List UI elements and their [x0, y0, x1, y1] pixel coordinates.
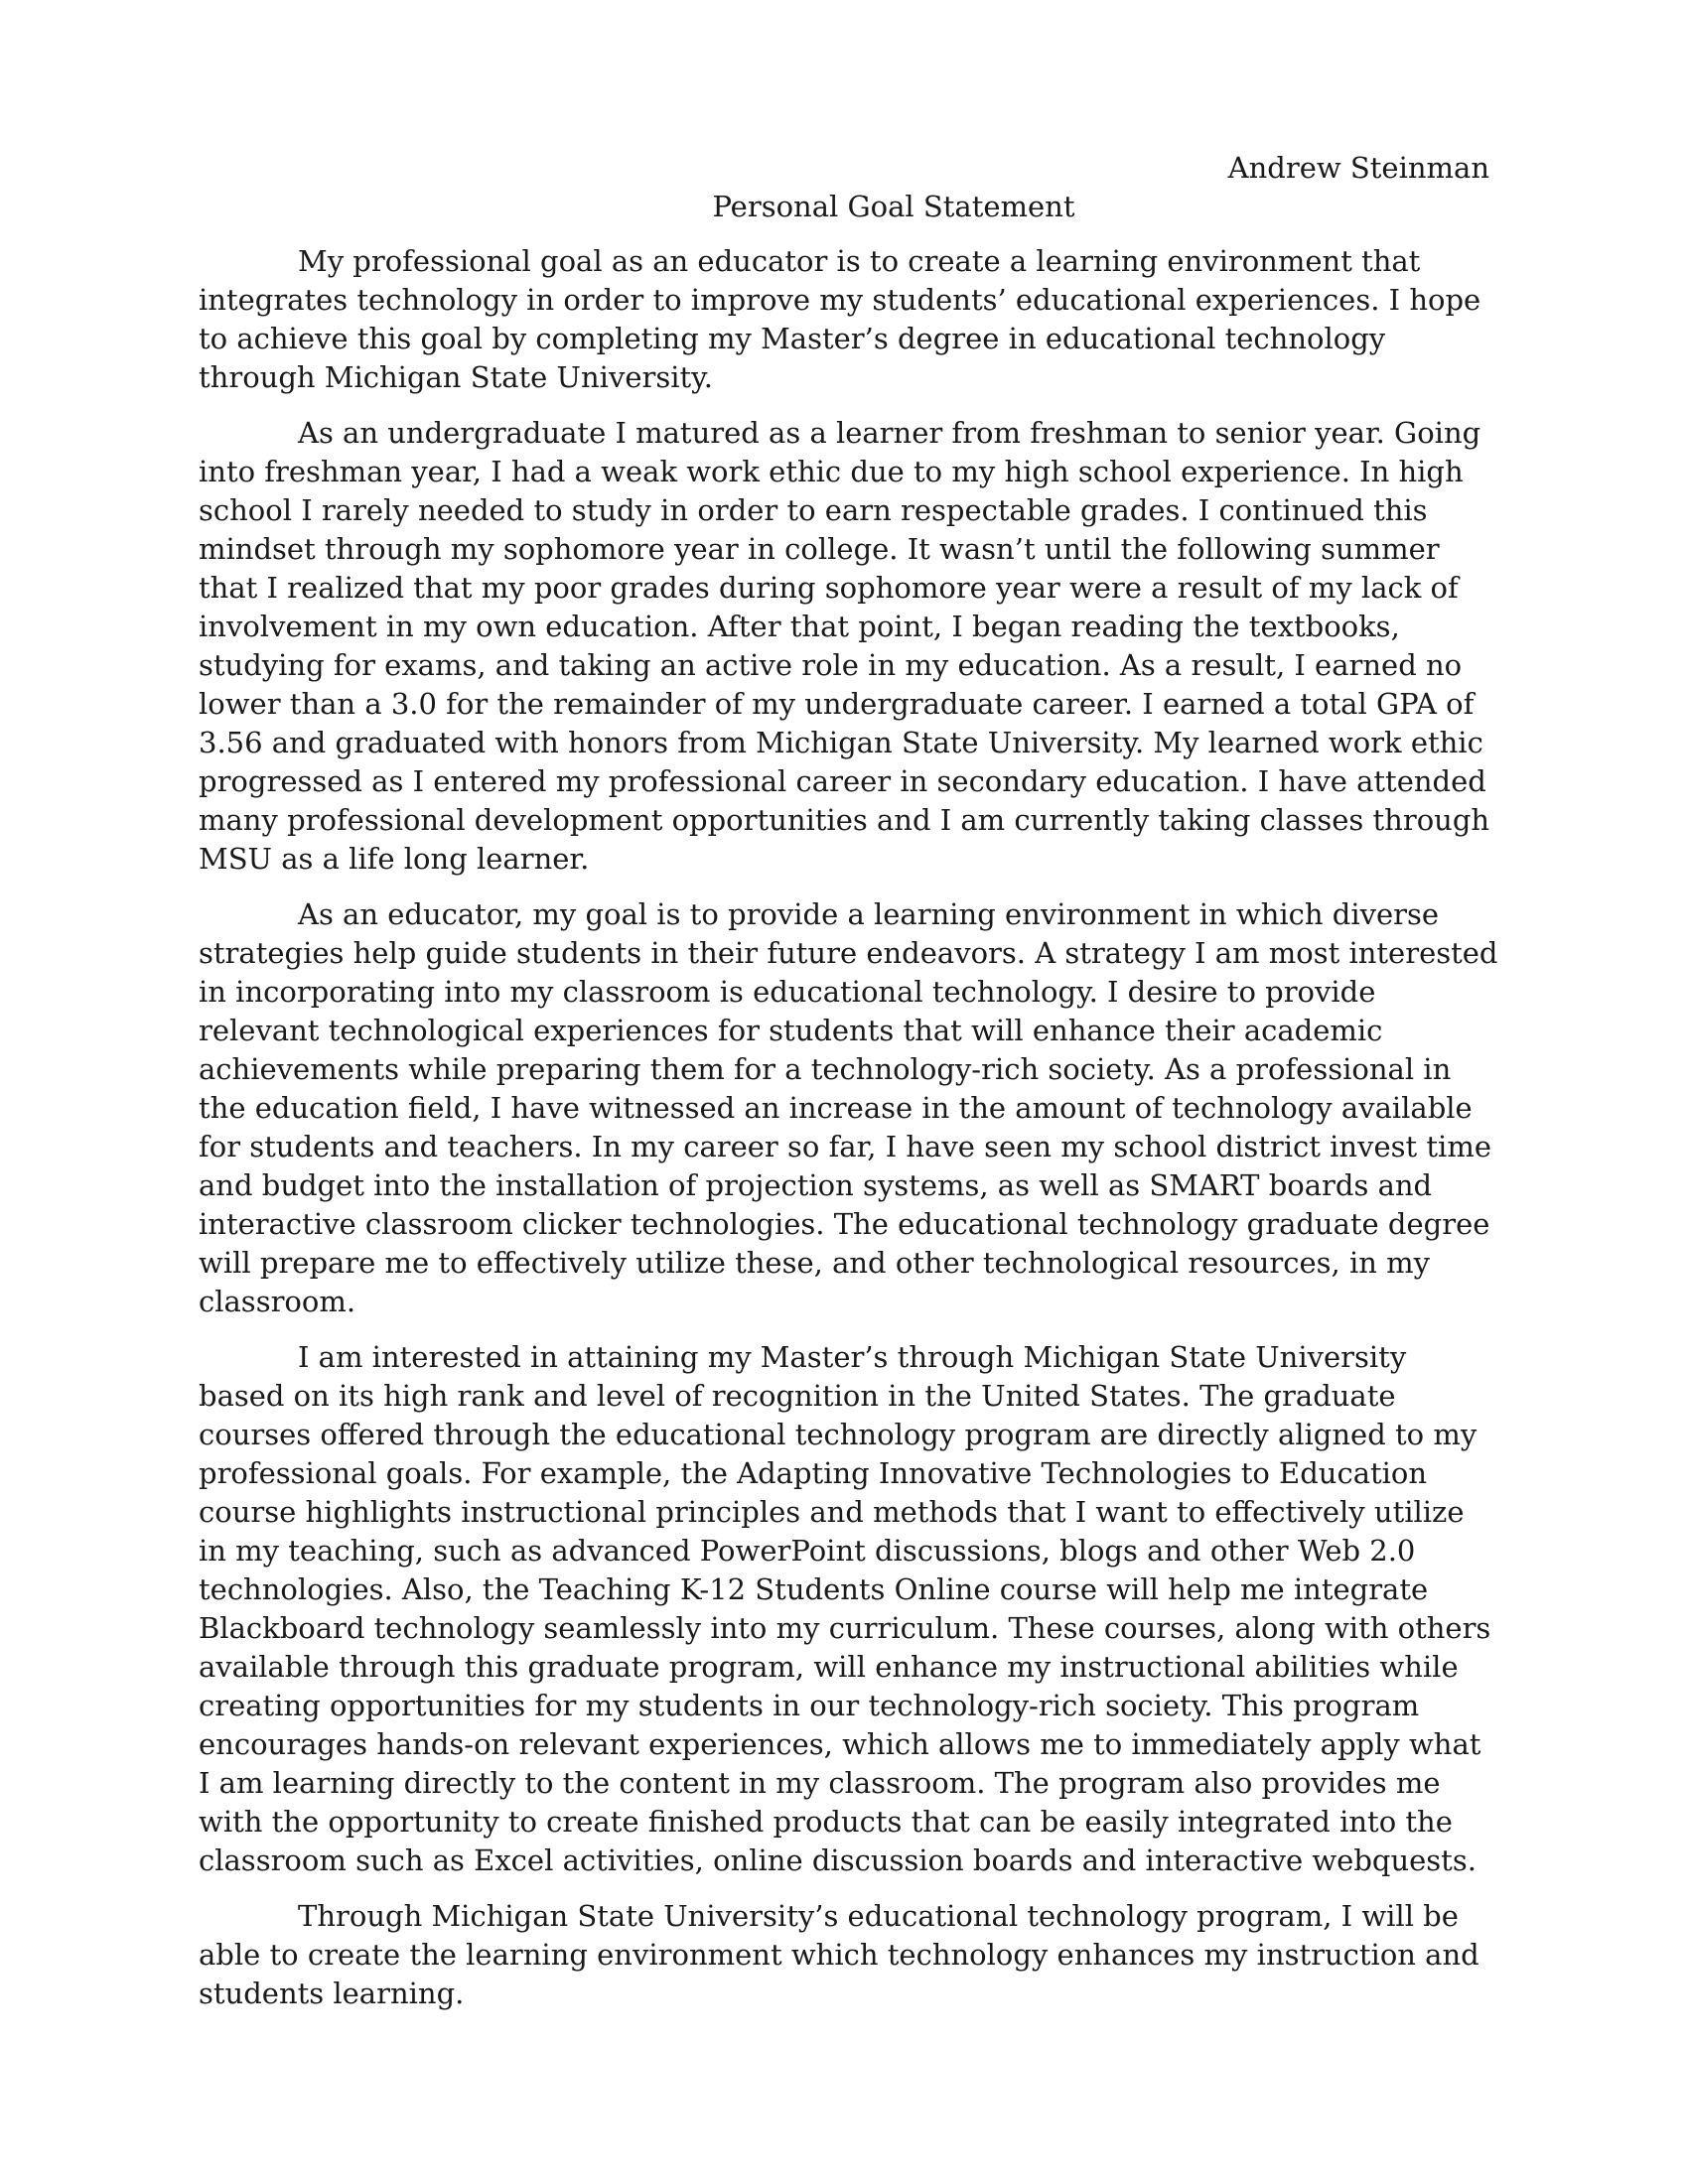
document-title: Personal Goal Statement — [712, 190, 1075, 223]
paragraph-2: As an undergraduate I matured as a learner from freshman to senior year. Going into freshman year, I had a weak work ethic due to my high school experience. In high school I rarely needed to study in order to earn respectable grades. I continued this mindset through my sophomore year in college. It wasn’t until the following summer that I realized that my poor grades during sophomore year were a result of my lack of involvement in my own education. After that point, I began reading the textbooks, studying for exams, and taking an active role in my education. As a result, I earned no lower than a 3.0 for the remainder of my undergraduate career. I earned a total GPA of 3.56 and graduated with honors from Michigan State University. My learned work ethic progressed as I entered my professional career in secondary education. I have attended many professional development opportunities and I am currently taking classes through MSU as a life long learner. — [199, 416, 1490, 876]
document-body — [199, 242, 1499, 2030]
author-name: Andrew Steinman — [1227, 151, 1489, 185]
paragraph-1: My professional goal as an educator is to create a learning environment that integrates technology in order to improve my students’ educational experiences. I hope to achieve this goal by completing my Master’s degree in educational technology through Michigan State University. — [199, 244, 1481, 394]
paragraph-5: Through Michigan State University’s educational technology program, I will be able to create the learning environment which technology enhances my instruction and students learning. — [199, 1899, 1479, 2010]
paragraph-4: I am interested in attaining my Master’s through Michigan State University based on its high rank and level of recognition in the United States. The graduate courses offered through the educational technology program are directly aligned to my professional goals. For example, the Adapting Innovative Technologies to Education course highlights instructional principles and methods that I want to effectively utilize in my teaching, such as advanced PowerPoint discussions, blogs and other Web 2.0 technologies. Also, the Teaching K-12 Students Online course will help me integrate Blackboard technology seamlessly into my curriculum. These courses, along with others available through this graduate program, will enhance my instructional abilities while creating opportunities for my students in our technology-rich society. This program encourages hands-on relevant experiences, which allows me to immediately apply what I am learning directly to the content in my classroom. The program also provides me with the opportunity to create finished products that can be easily integrated into the classroom such as Excel activities, online discussion boards and interactive webquests. — [199, 1340, 1491, 1877]
paragraph-3: As an educator, my goal is to provide a learning environment in which diverse strategies help guide students in their future endeavors. A strategy I am most interested in incorporating into my classroom is educational technology. I desire to provide relevant technological experiences for students that will enhance their academic achievements while preparing them for a technology-rich society. As a professional in the education field, I have witnessed an increase in the amount of technology available for students and teachers. In my career so far, I have seen my school district invest time and budget into the installation of projection systems, as well as SMART boards and interactive classroom clicker technologies. The educational technology graduate degree will prepare me to effectively utilize these, and other technological resources, in my classroom. — [199, 897, 1498, 1318]
